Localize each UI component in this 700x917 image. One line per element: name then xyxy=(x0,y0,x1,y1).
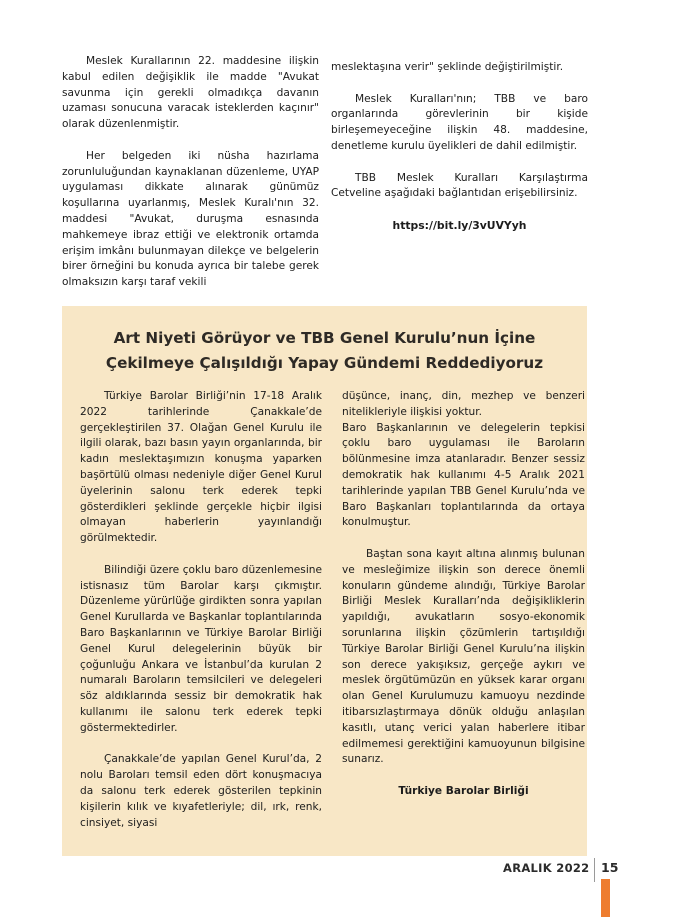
statement-column-right xyxy=(342,389,585,816)
paragraph: Meslek Kurallarının 22. maddesine ilişkin kabul edilen değişiklik ile madde "Avukat savunma için gerekli olmadıkça davanın uzaması sonucuna varacak isteklerden kaçınır" olarak düzenlenmiştir. xyxy=(62,55,319,131)
paragraph: Her belgeden iki nüsha hazırlama zorunluluğundan kaynaklanan düzenleme, UYAP uygulaması dikkate alınarak günümüz koşullarına uyarlanmış, Meslek Kuralı'nın 32. maddesi "Avukat, duruşma esnasında mahkemeye ibraz ettiği ve elektronik ortamda erişim imkânı bulunmayan dilekçe ve belgelerin birer örneğini bu konuda ayrıca bir talebe gerek olmaksızın karşı taraf vekili xyxy=(62,149,319,289)
statement-column-left xyxy=(80,389,322,831)
paragraph: Çanakkale’de yapılan Genel Kurul’da, 2 nolu Baroları temsil eden dört konuşmacıya da salonu terk ederek gösterilen tepkinin kişilerin kılık ve kıyafetleriyle; dil, ırk, renk, cinsiyet, siyasi xyxy=(80,753,322,829)
statement-title-line-2: Çekilmeye Çalışıldığı Yapay Gündemi Reddediyoruz xyxy=(105,354,544,372)
accent-bar xyxy=(601,879,610,917)
article-column-right xyxy=(331,60,588,250)
paragraph: Baro Başkanlarının ve delegelerin tepkisi çoklu baro uygulaması ile Baroların bölünmesine imza atanlaradır. Benzer sessiz demokratik hak kullanımı 4-5 Aralık 2021 tarihlerinde yapılan TBB Genel Kurulu’nda ve Baro Başkanları toplantılarında da ortaya konulmuştur. xyxy=(342,421,585,529)
paragraph: Meslek Kuralları'nın; TBB ve baro organlarında görevlerinin bir kişide birleşemeyeceğine ilişkin 48. maddesine, denetleme kurulu üyelikleri de dahil edilmiştir. xyxy=(331,92,588,152)
paragraph: TBB Meslek Kuralları Karşılaştırma Cetveline aşağıdaki bağlantıdan erişebilirsiniz. xyxy=(331,171,588,200)
paragraph: düşünce, inanç, din, mezhep ve benzeri nitelikleriyle ilişkisi yoktur. xyxy=(342,390,585,418)
paragraph: Türkiye Barolar Birliği’nin 17-18 Aralık 2022 tarihlerinde Çanakkale’de gerçekleştirilen 37. Olağan Genel Kurulu ile ilgili olarak, bazı basın yayın organlarında, bir kadın meslektaşımızın konuşma yaparken başörtülü olması nedeniyle diğer Genel Kurul üyelerinin salonu terk ederek tepki gösterdikleri şeklinde gerçekle hiçbir ilgisi olmayan haberlerin yayınlandığı görülmektedir. xyxy=(80,390,322,545)
signature: Türkiye Barolar Birliği xyxy=(398,784,529,797)
paragraph: meslektaşına verir" şeklinde değiştirilmiştir. xyxy=(331,61,564,73)
comparison-table-link[interactable]: https://bit.ly/3vUVYyh xyxy=(392,218,527,232)
statement-title-line-1: Art Niyeti Görüyor ve TBB Genel Kurulu’nun İçine xyxy=(113,329,536,347)
page-number: 15 xyxy=(601,860,619,875)
statement-title xyxy=(62,326,587,376)
footer-divider xyxy=(594,858,595,882)
article-column-left xyxy=(62,54,319,291)
paragraph: Baştan sona kayıt altına alınmış bulunan ve mesleğimize ilişkin son derece önemli konuların gündeme alındığı, Türkiye Barolar Birliği Meslek Kuralları’nda değişikliklerin yapıldığı, avukatların sosyo-ekonomik sorunlarına ilişkin çözümlerin tartışıldığı Türkiye Barolar Birliği Genel Kurulu’na ilişkin son derece yakışıksız, gerçeğe aykırı ve meslek örgütümüzün en yüksek karar organı olan Genel Kurulumuzu kamuoyu nezdinde itibarsızlaştırmaya dönük olduğu anlaşılan kasıtlı, utanç verici yalan haberlere itibar edilmemesi gerektiğini kamuoyunun bilgisine sunarız. xyxy=(342,547,585,766)
issue-date: ARALIK 2022 xyxy=(503,861,590,875)
paragraph: Bilindiği üzere çoklu baro düzenlemesine istisnasız tüm Barolar karşı çıkmıştır. Düzenleme yürürlüğe girdikten sonra yapılan Genel Kurullarda ve Başkanlar toplantılarında Baro Başkanlarının ve Türkiye Barolar Birliği Genel Kurul delegelerinin büyük bir çoğunluğu Ankara ve İstanbul’da kurulan 2 numaralı Baroların temsilcileri ve delegeleri söz aldıklarında sessiz bir demokratik hak kullanımı ile salonu terk ederek tepki göstermektedirler. xyxy=(80,563,322,734)
